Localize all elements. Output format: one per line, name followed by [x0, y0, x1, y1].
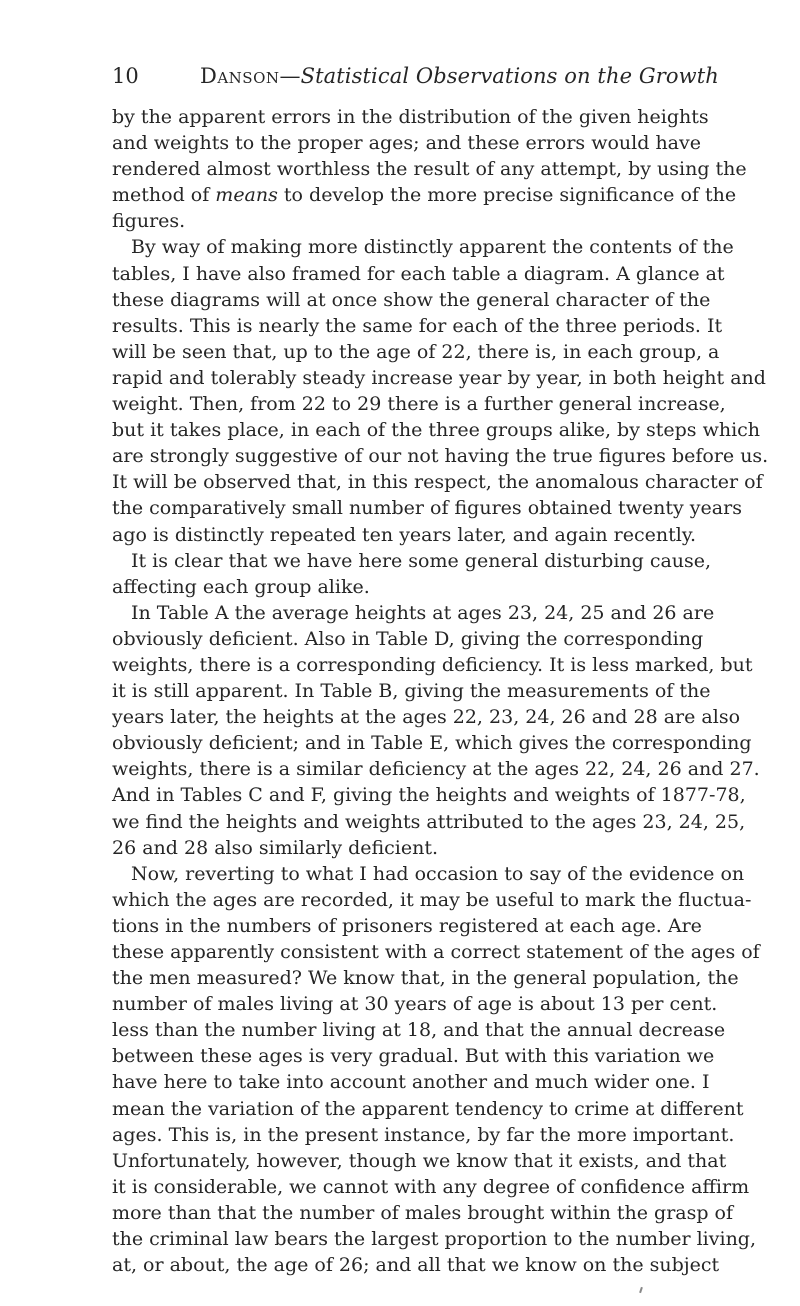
running-head-title: Statistical Observations on the Growth: [300, 64, 719, 88]
text-line: are strongly suggestive of our not having the true figures before us.: [112, 445, 769, 468]
text-segment: to develop the more precise significance of the: [277, 184, 737, 207]
text-line: ago is distinctly repeated ten years later, and again recently.: [112, 523, 697, 546]
text-segment: method of: [112, 184, 216, 207]
text-line: rapid and tolerably steady increase year by year, in both height and: [112, 366, 766, 389]
text-line: In Table A the average heights at ages 23, 24, 25 and 26 are: [131, 601, 715, 624]
text-line: figures.: [112, 210, 186, 233]
text-line: the men measured? We know that, in the general population, the: [112, 967, 739, 990]
text-line: number of males living at 30 years of age is about 13 per cent.: [112, 993, 718, 1016]
text-line: weights, there is a corresponding deficiency. It is less marked, but: [112, 653, 753, 676]
text-line: tions in the numbers of prisoners registered at each age. Are: [112, 914, 702, 937]
body-text: [112, 104, 769, 1278]
text-line: and weights to the proper ages; and these errors would have: [112, 132, 701, 155]
text-line: rendered almost worthless the result of any attempt, by using the: [112, 158, 747, 181]
text-line: And in Tables C and F, giving the heights and weights of 1877-78,: [112, 784, 746, 807]
text-line: Now, reverting to what I had occasion to say of the evidence on: [131, 862, 745, 885]
text-line: It will be observed that, in this respect, the anomalous character of: [112, 471, 763, 494]
text-line: obviously deficient; and in Table E, which gives the corresponding: [112, 732, 752, 755]
text-line: at, or about, the age of 26; and all that we know on the subject: [112, 1254, 720, 1277]
text-line: by the apparent errors in the distribution of the given heights: [112, 106, 709, 128]
text-line: years later, the heights at the ages 22, 23, 24, 26 and 28 are also: [112, 706, 741, 729]
text-line: mean the variation of the apparent tendency to crime at different: [112, 1097, 744, 1120]
page-header: [112, 64, 719, 94]
text-line: we find the heights and weights attributed to the ages 23, 24, 25,: [112, 810, 746, 833]
text-line: it is still apparent. In Table B, giving the measurements of the: [112, 680, 711, 703]
text-line: obviously deficient. Also in Table D, giving the corresponding: [112, 627, 704, 650]
text-line: It is clear that we have here some general disturbing cause,: [131, 549, 712, 572]
text-line: the comparatively small number of figures obtained twenty years: [112, 497, 742, 520]
text-line: it is considerable, we cannot with any degree of confidence affirm: [112, 1175, 750, 1198]
text-line: less than the number living at 18, and that the annual decrease: [112, 1019, 726, 1042]
text-line: these apparently consistent with a correct statement of the ages of: [112, 941, 760, 963]
running-head-author: Danson: [200, 64, 280, 88]
emphasis: means: [215, 184, 278, 207]
text-line: have here to take into account another and much wider one. I: [112, 1071, 710, 1094]
text-line: will be seen that, up to the age of 22, there is, in each group, a: [112, 340, 720, 363]
text-line: these diagrams will at once show the general character of the: [112, 288, 711, 311]
text-line: the criminal law bears the largest proportion to the number living,: [112, 1228, 757, 1251]
page-number: 10: [112, 64, 139, 88]
text-line: tables, I have also framed for each table a diagram. A glance at: [112, 262, 725, 285]
text-line: Unfortunately, however, though we know that it exists, and that: [112, 1149, 727, 1172]
text-line: By way of making more distinctly apparent the contents of the: [131, 236, 734, 259]
paper-speck: [639, 1287, 643, 1293]
text-line: results. This is nearly the same for each of the three periods. It: [112, 314, 723, 337]
running-head-separator: —: [279, 64, 301, 88]
running-head: [200, 64, 719, 88]
text-line: ages. This is, in the present instance, by far the more important.: [112, 1123, 735, 1146]
text-line: but it takes place, in each of the three groups alike, by steps which: [112, 419, 761, 442]
text-line: affecting each group alike.: [112, 575, 370, 598]
text-line: which the ages are recorded, it may be useful to mark the fluctua-: [112, 888, 752, 911]
text-line: [112, 182, 737, 208]
text-line: 26 and 28 also similarly deficient.: [112, 836, 439, 859]
text-line: more than that the number of males brought within the grasp of: [112, 1201, 734, 1224]
text-line: between these ages is very gradual. But with this variation we: [112, 1045, 715, 1068]
text-line: weight. Then, from 22 to 29 there is a further general increase,: [112, 393, 726, 416]
text-line: weights, there is a similar deficiency at the ages 22, 24, 26 and 27.: [112, 758, 760, 781]
